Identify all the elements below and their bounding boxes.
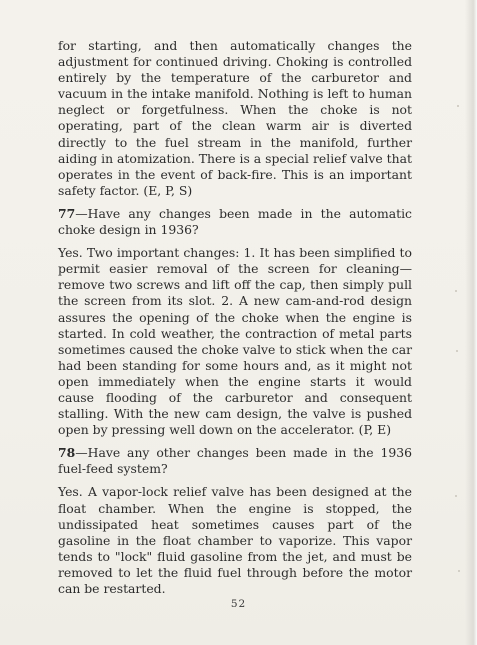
page-number: 52 xyxy=(230,598,247,610)
answer-77: Yes. Two important changes: 1. It has been simplified to permit easier removal of the screen for cleaning—remove two screws and lift off the cap, then simply pull the screen from its slot. 2. A new cam-and-rod design assures the opening of the choke when the engine is started. In cold weather, the contraction of metal parts sometimes caused the choke valve to stick when the car had been standing for some hours and, as it might not open immediately when the engine starts it would cause flooding of the carburetor and consequent stalling. With the new cam design, the valve is pushed open by pressing well down on the accelerator. (P, E) xyxy=(58,245,412,438)
page-text xyxy=(58,38,412,597)
question-78 xyxy=(58,445,412,477)
paper-speck xyxy=(457,105,459,107)
paper-speck xyxy=(455,495,457,497)
answer-78: Yes. A vapor-lock relief valve has been designed at the float chamber. When the engine is stopped, the undissipated heat sometimes causes part of the gasoline in the float chamber to vaporize. This vapor tends to "lock" fluid gasoline from the jet, and must be removed to let the fluid fuel through before the motor can be restarted. xyxy=(58,484,412,596)
question-77 xyxy=(58,206,412,238)
question-text: —Have any changes been made in the automatic choke design in 1936? xyxy=(58,205,412,238)
question-text: —Have any other changes been made in the 1936 fuel-feed system? xyxy=(58,445,412,477)
intro-paragraph: for starting, and then automatically changes the adjustment for continued driving. Choking is controlled entirely by the temperature of the carburetor and vacuum in the intake manifold. Nothing is left to human neglect or forgetfulness. When the choke is not operating, part of the clean warm air is diverted directly to the fuel stream in the manifold, further aiding in atomization. There is a special relief valve that operates in the event of back-fire. This is an important safety factor. (E, P, S) xyxy=(58,38,412,198)
question-number: 78 xyxy=(58,445,76,461)
paper-speck xyxy=(458,570,460,572)
question-number: 77 xyxy=(58,205,76,221)
page-edge-shadow xyxy=(465,0,477,645)
paper-speck xyxy=(455,290,457,292)
paper-speck xyxy=(456,350,458,352)
